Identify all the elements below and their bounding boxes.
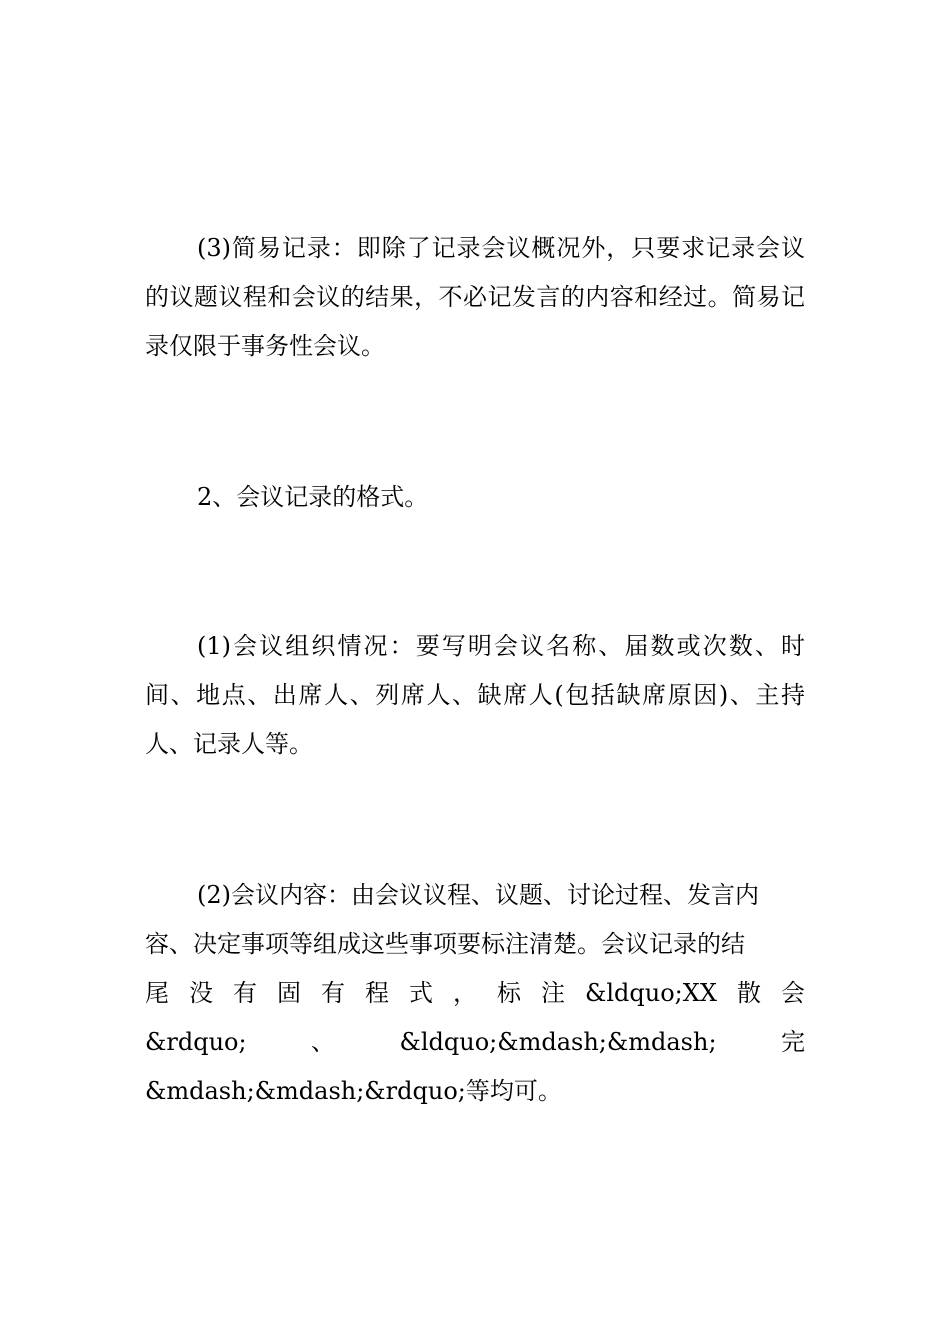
section-heading-format: [145, 473, 805, 522]
word: 完: [780, 1028, 805, 1056]
paragraph-text: (3)简易记录：即除了记录会议概况外，只要求记录会议的议题议程和会议的结果，不必记发言的内容和经过。简易记录仅限于事务性会议。: [145, 234, 805, 360]
word: 没: [189, 979, 213, 1007]
paragraph-content: [145, 871, 805, 1116]
word: 有: [233, 979, 257, 1007]
word: &rdquo;: [145, 1028, 247, 1056]
word: 式: [409, 979, 433, 1007]
word: ，: [453, 979, 477, 1007]
paragraph-simple-record: [145, 224, 805, 371]
word: &ldquo;XX: [585, 979, 717, 1007]
word: 固: [277, 979, 301, 1007]
word: &ldquo;&mdash;&mdash;: [399, 1028, 717, 1056]
content-line-2: 容、决定事项等组成这些事项要标注清楚。会议记录的结: [145, 930, 745, 958]
word: 尾: [145, 979, 169, 1007]
word: 有: [321, 979, 345, 1007]
content-line-5: &mdash;&mdash;&rdquo;等均可。: [145, 1077, 562, 1105]
word: 、: [311, 1028, 336, 1056]
content-line-4: [145, 1018, 805, 1067]
word: 散: [736, 979, 761, 1007]
paragraph-text: (1)会议组织情况：要写明会议名称、届数或次数、时间、地点、出席人、列席人、缺席人(包括缺席原因)、主持人、记录人等。: [145, 632, 805, 758]
word: 标: [497, 979, 521, 1007]
word: 程: [365, 979, 389, 1007]
word: 注: [541, 979, 565, 1007]
content-line-3: [145, 969, 805, 1018]
heading-text: 2、会议记录的格式。: [197, 483, 429, 511]
content-line-1: (2)会议内容：由会议议程、议题、讨论过程、发言内: [197, 881, 759, 909]
paragraph-organization: [145, 622, 805, 769]
word: 会: [780, 979, 805, 1007]
